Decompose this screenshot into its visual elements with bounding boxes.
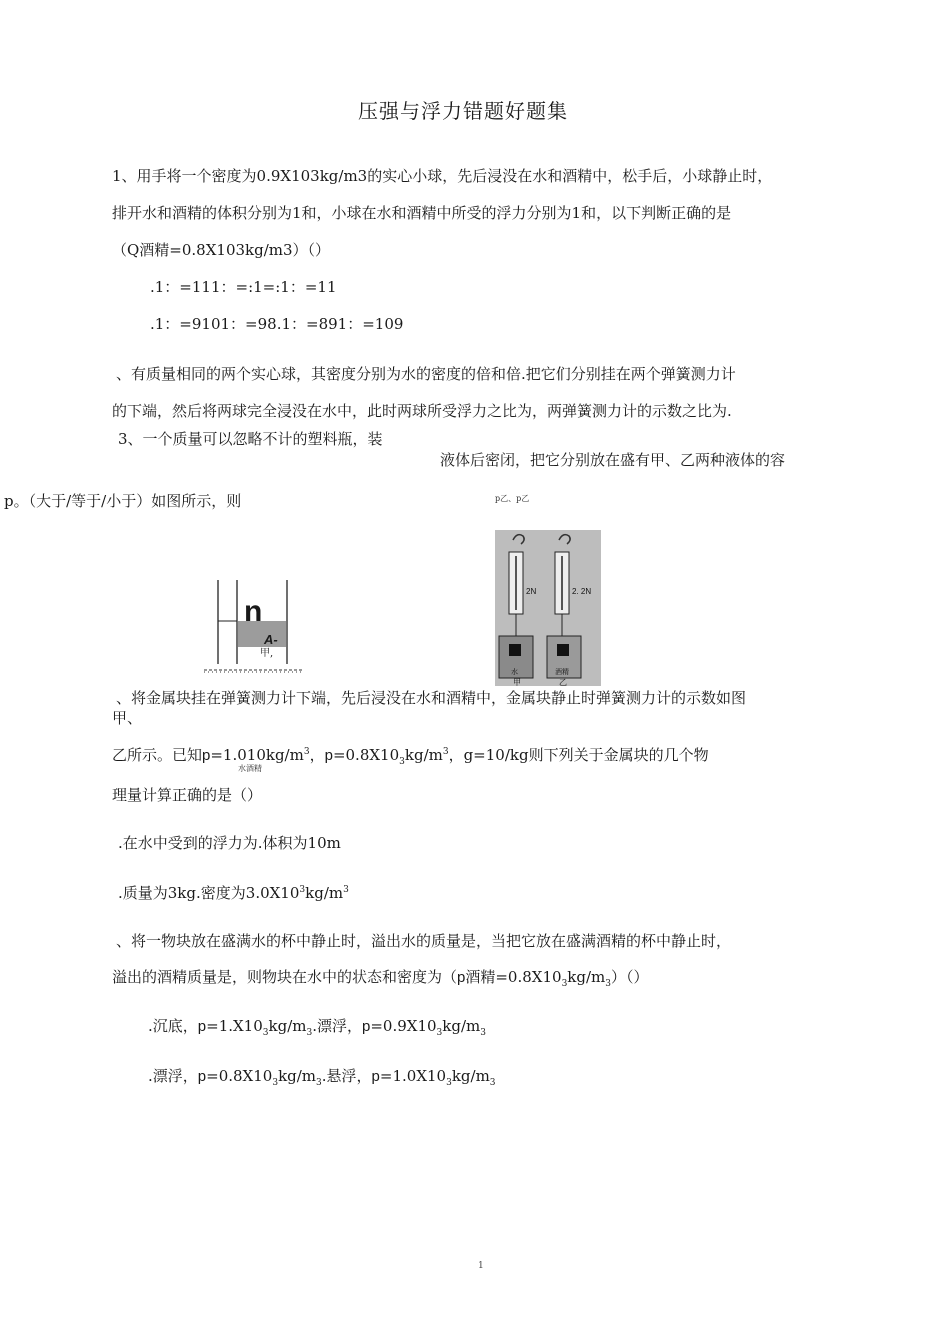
q4-option-b: .质量为3kg.密度为$3.0X10^3kg/m^3$ xyxy=(118,884,349,902)
q4-subscript-labels: 水酒精 xyxy=(238,764,262,773)
label-yi: 乙 xyxy=(559,678,567,687)
q4-line-1b: 甲、 xyxy=(112,709,143,727)
q1-line-3: （Q酒精=0.8X103kg/m3）（） xyxy=(112,241,331,259)
q2-line-2: 的下端，然后将两球完全浸没在水中，此时两球所受浮力之比为，两弹簧测力计的示数之比为. xyxy=(112,402,732,420)
q4-line-2: 乙所示。已知$p=1.010kg/m^3$，$p=0.8X10_3kg/m^3$，g=10/kg则下列关于金属块的几个物 xyxy=(112,746,709,767)
page-number: 1 xyxy=(478,1261,484,1271)
metal-block-left xyxy=(509,644,521,656)
q1-line-1: 1、用手将一个密度为0.9X103kg/m3的实心小球，先后浸没在水和酒精中，松手后，小球静止时， xyxy=(112,167,773,185)
page-title: 压强与浮力错题好题集 xyxy=(358,99,568,123)
q5-option-b: .漂浮，$p=0.8X10_3kg/m_3$.悬浮，$p=1.0X10_3kg/m_3$ xyxy=(148,1067,496,1088)
figure-label-a: A- xyxy=(264,632,278,647)
q4-option-a: .在水中受到的浮力为.体积为10m xyxy=(118,834,341,852)
label-jia: 甲 xyxy=(513,678,521,687)
liquid-left: 水 xyxy=(511,669,518,676)
reading-right: 2. 2N xyxy=(572,587,592,596)
q5-line-2: 溢出的酒精质量是，则物块在水中的状态和密度为（p酒精$=0.8X10_3kg/m_3)()$ xyxy=(112,968,649,989)
q1-option-b: .1：=9101：=98.1：=891：=109 xyxy=(150,315,404,333)
metal-block-right xyxy=(557,644,569,656)
q3-fragment-right: 液体后密闭，把它分别放在盛有甲、乙两种液体的容 xyxy=(440,451,786,469)
q5-option-a: .沉底，$p=1.X10_3kg/m_3$.漂浮，$p=0.9X10_3kg/m_3$ xyxy=(148,1017,486,1038)
q3-fragment-row: p。（大于/等于/小于）如图所示，则 xyxy=(4,492,242,510)
spring-scale-figure xyxy=(495,530,601,686)
figure-big-letter: n xyxy=(244,595,263,628)
q1-line-2: 排开水和酒精的体积分别为1和，小球在水和酒精中所受的浮力分别为1和，以下判断正确的是 xyxy=(112,204,732,222)
reading-left: 2N xyxy=(526,587,537,596)
q1-option-a: .1：=111：=:1=:1：=11 xyxy=(150,278,337,296)
container-diagram xyxy=(200,576,310,680)
q3-fragment-mid: p乙、p乙 xyxy=(495,494,530,503)
figure-label-jia: 甲, xyxy=(260,648,274,659)
q4-line-1: 、将金属块挂在弹簧测力计下端，先后浸没在水和酒精中，金属块静止时弹簧测力计的示数如图 xyxy=(116,689,747,707)
q2-line-1: 、有质量相同的两个实心球，其密度分别为水的密度的倍和倍.把它们分别挂在两个弹簧测力计 xyxy=(116,365,736,383)
q5-line-1: 、将一物块放在盛满水的杯中静止时，溢出水的质量是，当把它放在盛满酒精的杯中静止时， xyxy=(116,932,732,950)
q4-line-3: 理量计算正确的是（） xyxy=(112,786,263,804)
q3-fragment-left: 3、一个质量可以忽略不计的塑料瓶，装 xyxy=(118,430,383,448)
liquid-right: 酒精 xyxy=(555,669,569,676)
